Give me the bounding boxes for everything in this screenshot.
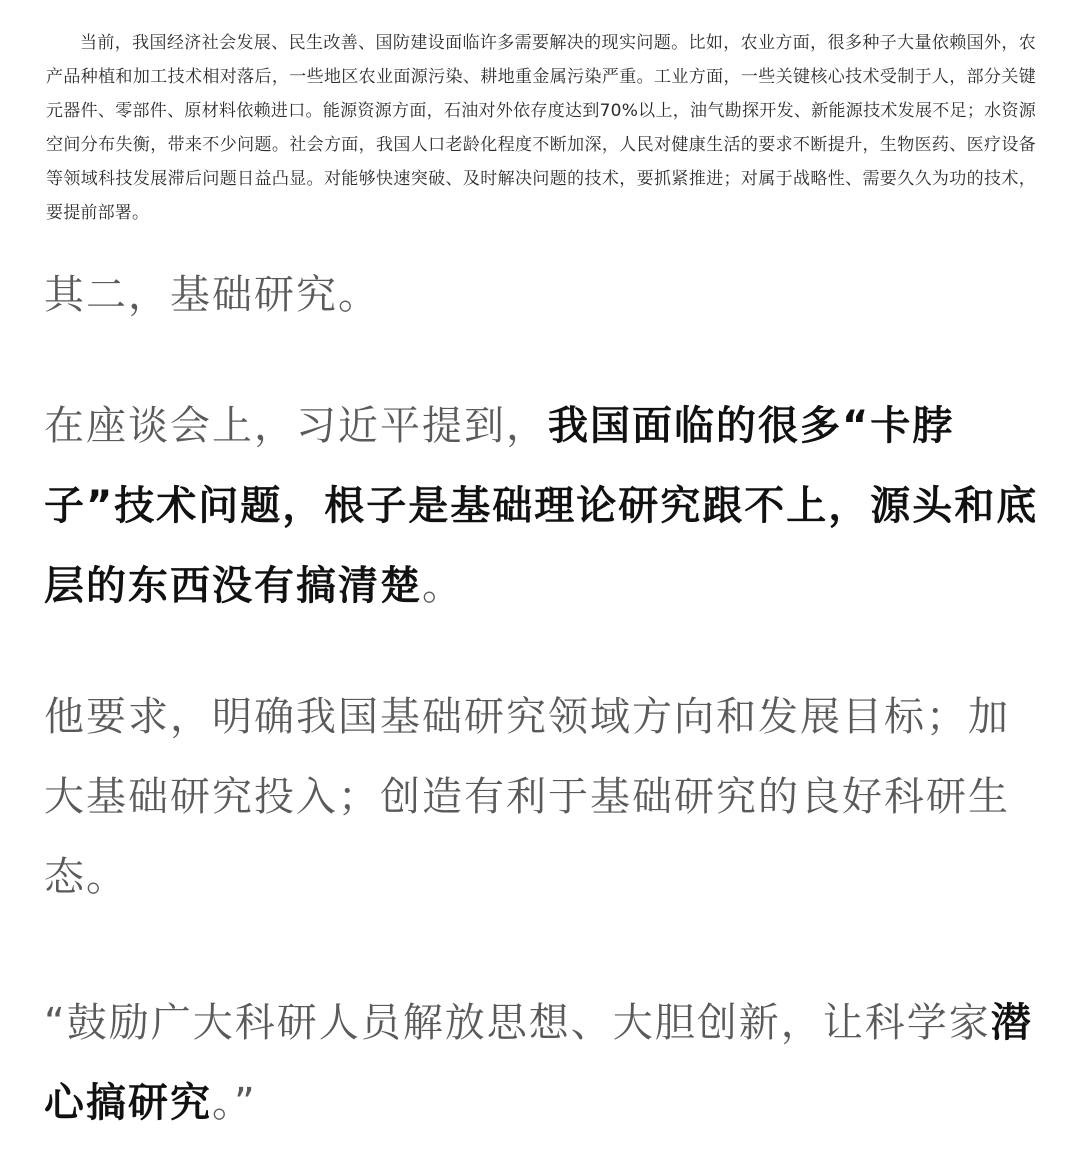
quote-bold-text: 潜心搞研究 bbox=[44, 1000, 1033, 1126]
quote-paragraph bbox=[44, 983, 1044, 1143]
requirements-paragraph: 他要求，明确我国基础研究领域方向和发展目标；加大基础研究投入；创造有利于基础研究的良好科研生态。 bbox=[44, 694, 1010, 900]
symposium-paragraph bbox=[44, 386, 1044, 626]
quote-tail-text: 。” bbox=[212, 1080, 257, 1126]
quote-lead-text: “鼓励广大科研人员解放思想、大胆创新，让科学家 bbox=[44, 1000, 991, 1046]
quoted-document-excerpt: 当前，我国经济社会发展、民生改善、国防建设面临许多需要解决的现实问题。比如，农业方面，很多种子大量依赖国外，农产品种植和加工技术相对落后，一些地区农业面源污染、耕地重金属污染严重。工业方面，一些关键核心技术受制于人，部分关键元器件、零部件、原材料依赖进口。能源资源方面，石油对外依存度达到70%以上，油气勘探开发、新能源技术发展不足；水资源空间分布失衡，带来不少问题。社会方面，我国人口老龄化程度不断加深，人民对健康生活的要求不断提升，生物医药、医疗设备等领域科技发展滞后问题日益凸显。对能够快速突破、及时解决问题的技术，要抓紧推进；对属于战略性、需要久久为功的技术，要提前部署。 bbox=[46, 33, 1036, 223]
symposium-bold-text: 我国面临的很多“卡脖子”技术问题，根子是基础理论研究跟不上，源头和底层的东西没有搞清楚 bbox=[44, 403, 1039, 609]
section-heading: 其二，基础研究。 bbox=[44, 272, 380, 318]
symposium-lead-text: 在座谈会上，习近平提到， bbox=[44, 403, 548, 449]
symposium-tail-text: 。 bbox=[422, 563, 464, 609]
